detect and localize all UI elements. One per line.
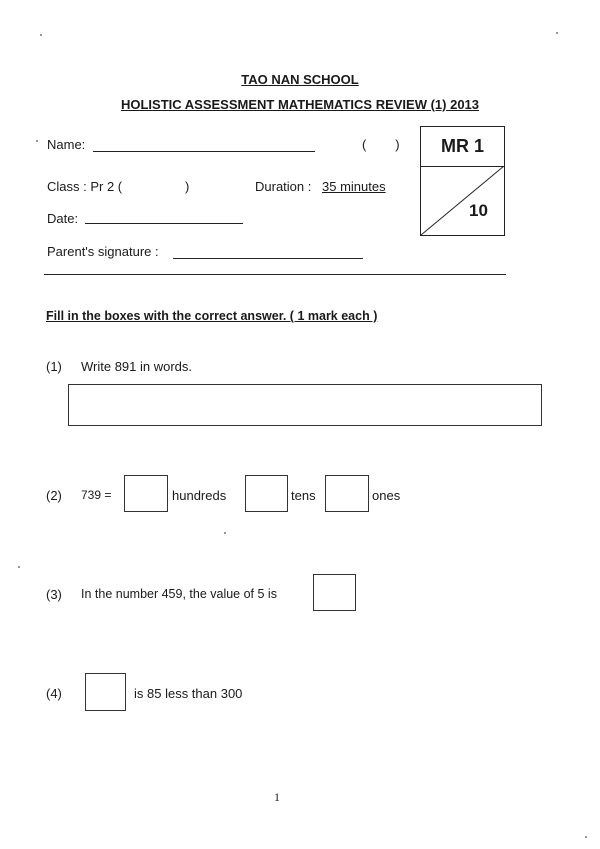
score-diagonal-icon	[421, 166, 504, 235]
scan-speck	[556, 32, 558, 34]
question-number: (2)	[46, 488, 62, 503]
duration-label: Duration :	[255, 179, 312, 194]
question-number: (3)	[46, 587, 62, 602]
question-text: Write 891 in words.	[81, 359, 193, 374]
question-text: is 85 less than 300	[134, 686, 243, 701]
answer-box-ones[interactable]	[325, 475, 369, 512]
school-name: TAO NAN SCHOOL	[241, 72, 359, 87]
date-field[interactable]	[85, 223, 243, 224]
scan-speck	[40, 34, 42, 36]
name-label: Name:	[47, 137, 86, 152]
answer-box-q1[interactable]	[68, 384, 542, 426]
class-label: Class : Pr 2 (	[47, 179, 123, 194]
score-box	[420, 126, 505, 236]
question-number: (1)	[46, 359, 62, 374]
unit-ones: ones	[372, 488, 401, 503]
scan-speck	[224, 532, 226, 534]
question-lead: 739 =	[81, 488, 112, 502]
signature-label: Parent's signature :	[47, 244, 159, 259]
name-field[interactable]	[93, 151, 315, 152]
answer-box-hundreds[interactable]	[124, 475, 168, 512]
answer-box-q4[interactable]	[85, 673, 126, 711]
answer-box-q3[interactable]	[313, 574, 356, 611]
signature-field[interactable]	[173, 258, 363, 259]
unit-tens: tens	[291, 488, 316, 503]
date-label: Date:	[47, 211, 79, 226]
scan-speck	[585, 836, 587, 838]
answer-box-tens[interactable]	[245, 475, 288, 512]
total-marks: 10	[469, 201, 488, 220]
test-code: MR 1	[421, 127, 504, 167]
index-number-field[interactable]: ( )	[362, 137, 400, 152]
class-bracket-close: )	[185, 179, 190, 194]
scan-speck	[18, 566, 20, 568]
page-number: 1	[274, 790, 280, 804]
question-text: In the number 459, the value of 5 is	[81, 587, 277, 601]
paper-title: HOLISTIC ASSESSMENT MATHEMATICS REVIEW (1) 2013	[120, 97, 480, 112]
question-number: (4)	[46, 686, 62, 701]
instruction: Fill in the boxes with the correct answer. ( 1 mark each )	[46, 309, 378, 323]
duration-value: 35 minutes	[322, 179, 386, 194]
scan-speck	[36, 140, 38, 142]
unit-hundreds: hundreds	[172, 488, 227, 503]
header-separator	[44, 274, 506, 275]
